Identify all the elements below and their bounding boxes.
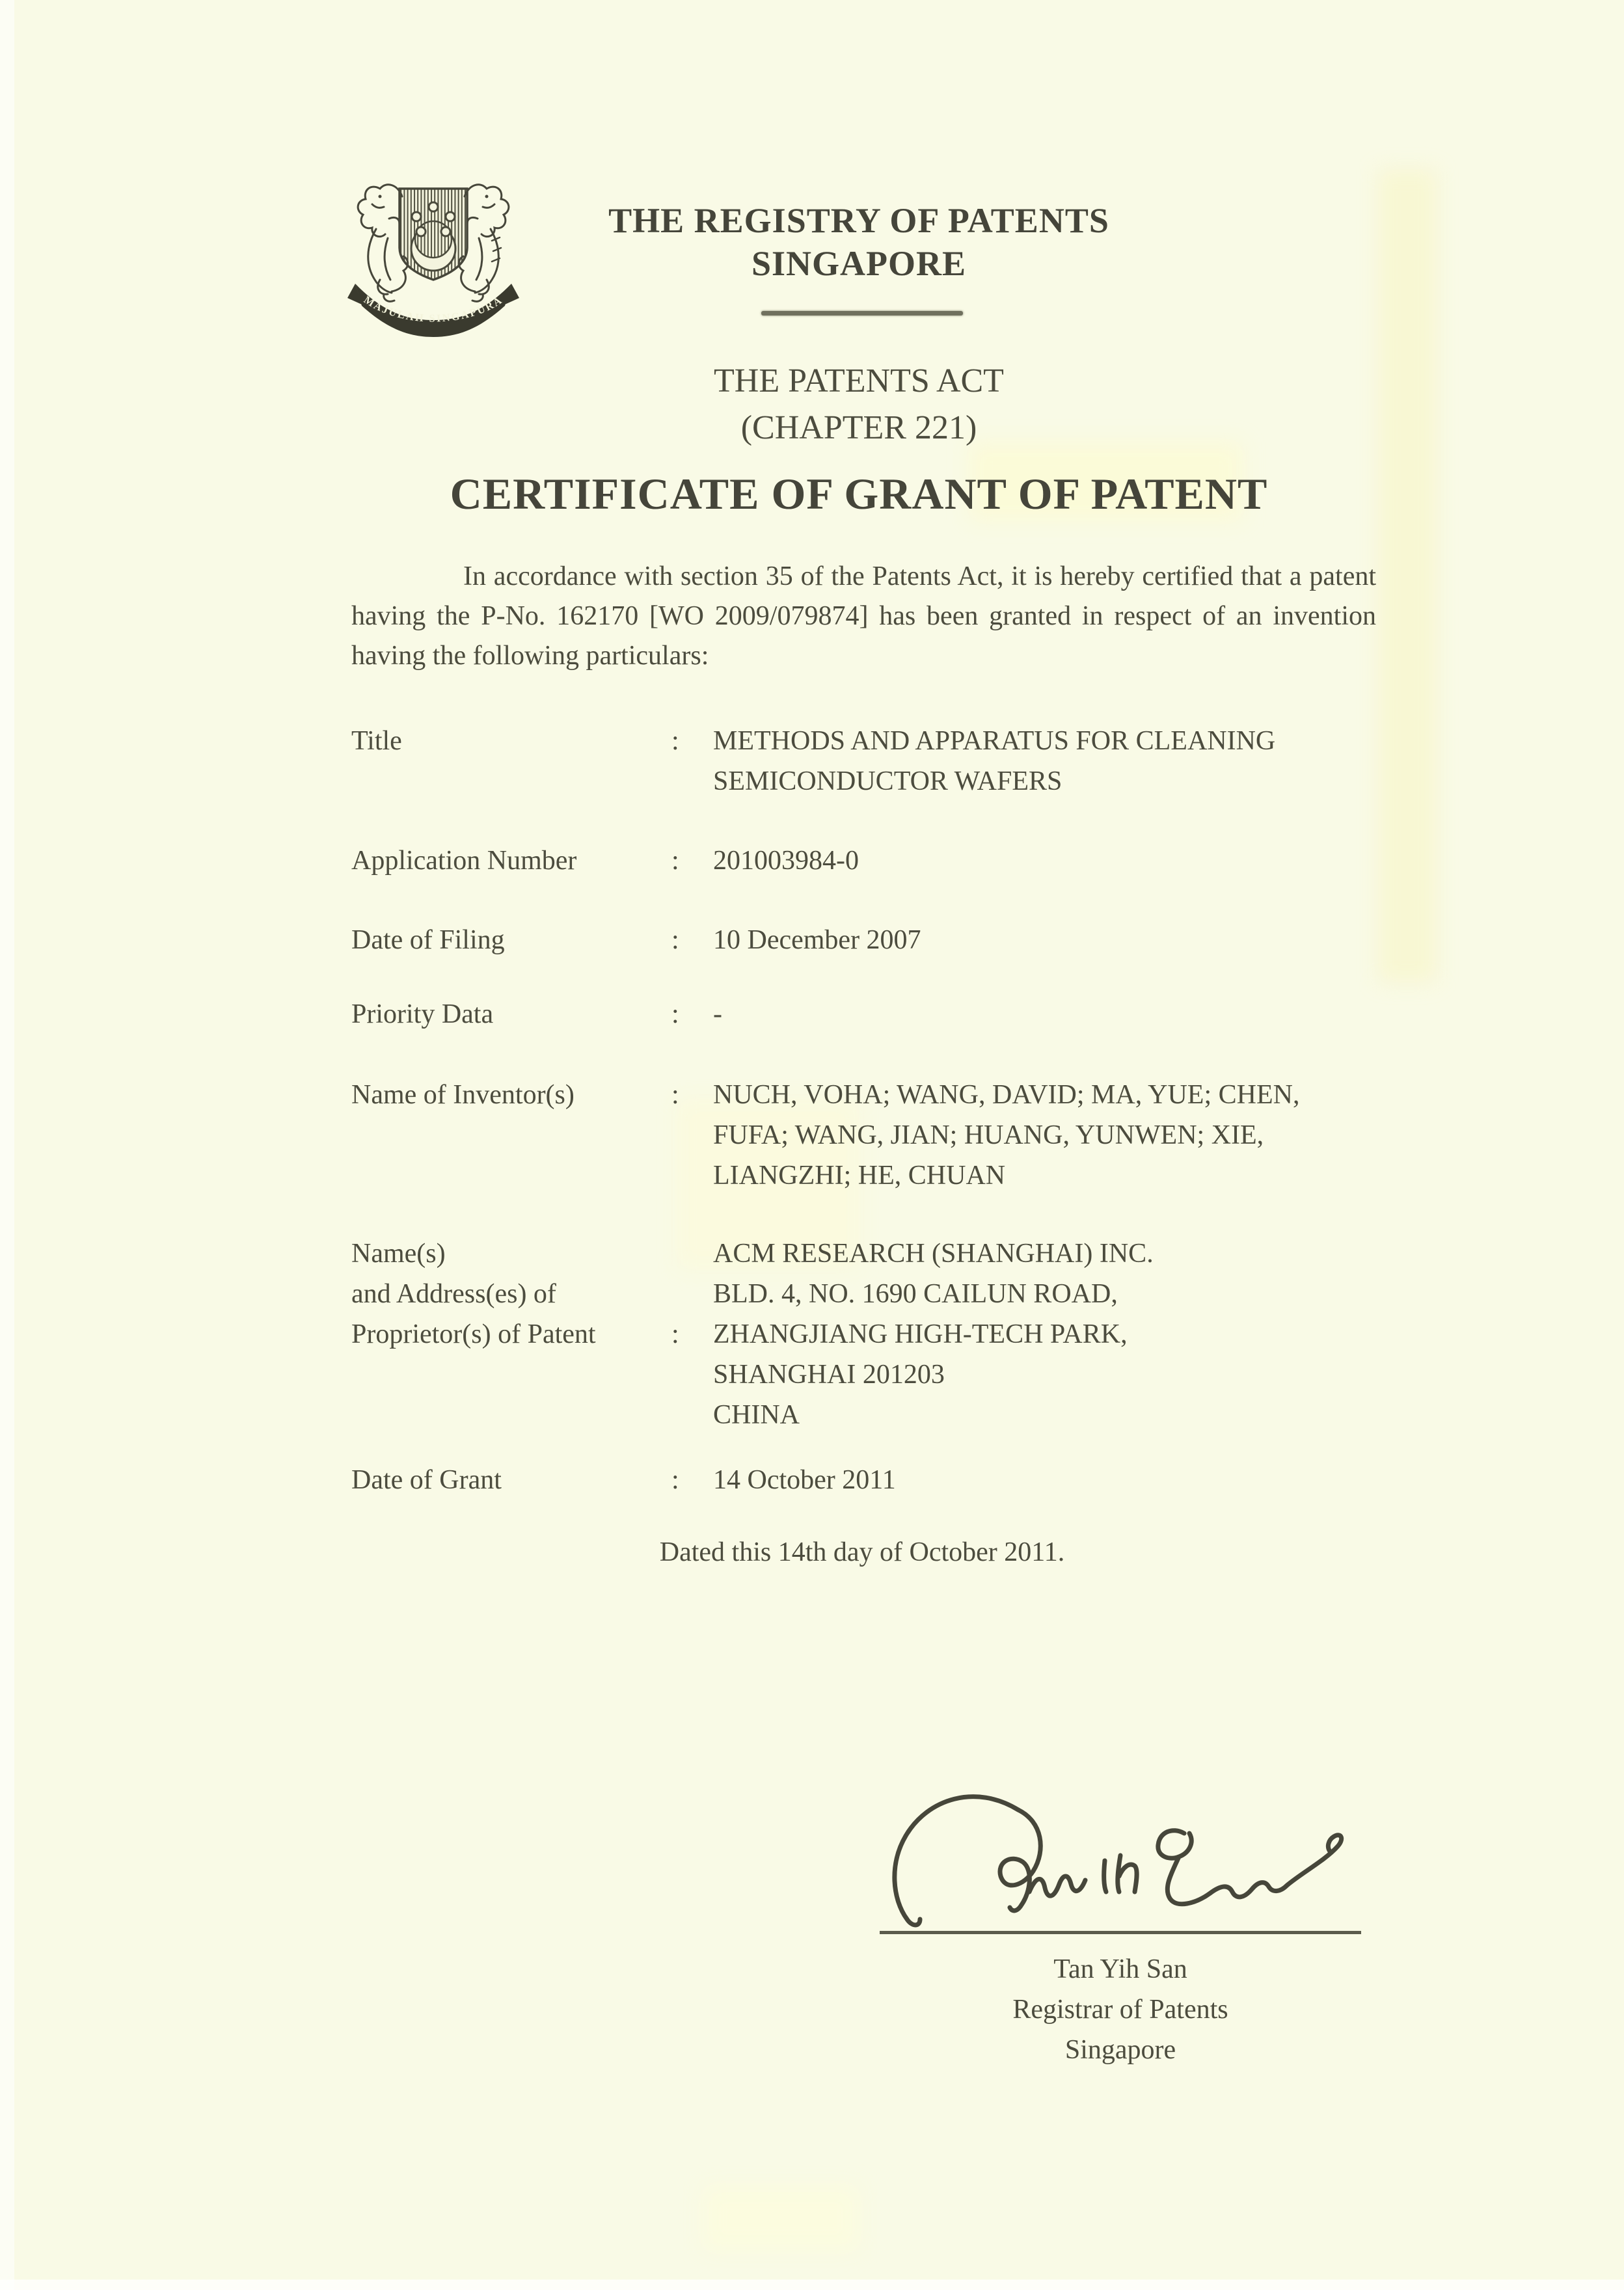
proprietor-value-line2: BLD. 4, NO. 1690 CAILUN ROAD, (713, 1279, 1118, 1309)
field-colon: : (671, 1080, 679, 1110)
signatory-block (880, 1949, 1361, 2070)
proprietor-label-line2: and Address(es) of (351, 1279, 556, 1309)
field-label: Application Number (351, 846, 577, 876)
field-value: 14 October 2011 (713, 1465, 896, 1495)
field-value: 10 December 2007 (713, 925, 921, 955)
proprietor-value-line4: SHANGHAI 201203 (713, 1360, 945, 1390)
field-value: 201003984-0 (713, 846, 859, 876)
field-colon: : (671, 726, 679, 756)
registry-header (364, 199, 1353, 285)
scan-edge (0, 2280, 1624, 2290)
signatory-place: Singapore (1064, 2035, 1176, 2065)
scan-artifact (1378, 169, 1437, 982)
field-colon: : (671, 846, 679, 876)
proprietor-value-line3: ZHANGJIANG HIGH-TECH PARK, (713, 1319, 1128, 1349)
scan-artifact (703, 2186, 859, 2251)
field-label: Title (351, 726, 402, 756)
field-value: NUCH, VOHA; WANG, DAVID; MA, YUE; CHEN, FUFA; WANG, JIAN; HUANG, YUNWEN; XIE, LIANGZHI; HE, CHUAN (713, 1080, 1300, 1191)
signatory-name: Tan Yih San (1053, 1954, 1187, 1984)
registrar-signature (878, 1764, 1361, 1939)
patents-act-block (364, 358, 1353, 451)
registry-title-line2: SINGAPORE (751, 244, 967, 283)
proprietor-value-line5: CHINA (713, 1400, 800, 1430)
field-colon: : (671, 925, 679, 955)
field-value: METHODS AND APPARATUS FOR CLEANING SEMICONDUCTOR WAFERS (713, 726, 1276, 796)
act-line1: THE PATENTS ACT (714, 362, 1004, 399)
field-label: Date of Filing (351, 925, 505, 955)
intro-paragraph: In accordance with section 35 of the Patents Act, it is hereby certified that a patent having the P-No. 162170 [WO 2009/079874] has been granted in respect of an invention having the following particulars: (351, 561, 1376, 671)
proprietor-label-line3: Proprietor(s) of Patent (351, 1319, 596, 1349)
certificate-title: CERTIFICATE OF GRANT OF PATENT (450, 469, 1268, 519)
signatory-role: Registrar of Patents (1012, 1995, 1228, 2025)
crest-ribbon (347, 284, 519, 337)
field-label: Name of Inventor(s) (351, 1080, 575, 1110)
dated-line: Dated this 14th day of October 2011. (659, 1537, 1065, 1567)
field-colon: : (671, 1319, 679, 1349)
field-label: Priority Data (351, 999, 494, 1029)
signature-line (880, 1931, 1361, 1934)
act-line2: (CHAPTER 221) (740, 409, 977, 446)
registry-title-line1: THE REGISTRY OF PATENTS (608, 201, 1109, 240)
proprietor-value-line1: ACM RESEARCH (SHANGHAI) INC. (713, 1239, 1154, 1269)
field-label (351, 1233, 664, 1354)
field-value: - (713, 999, 722, 1029)
field-value (713, 1233, 1377, 1435)
crest-banner-text: MAJULAH SINGAPURA (361, 293, 506, 325)
field-label: Date of Grant (351, 1465, 502, 1495)
scan-edge (0, 0, 14, 2290)
proprietor-label-line1: Name(s) (351, 1239, 446, 1269)
header-divider (761, 311, 963, 316)
field-colon: : (671, 999, 679, 1029)
field-colon: : (671, 1465, 679, 1495)
